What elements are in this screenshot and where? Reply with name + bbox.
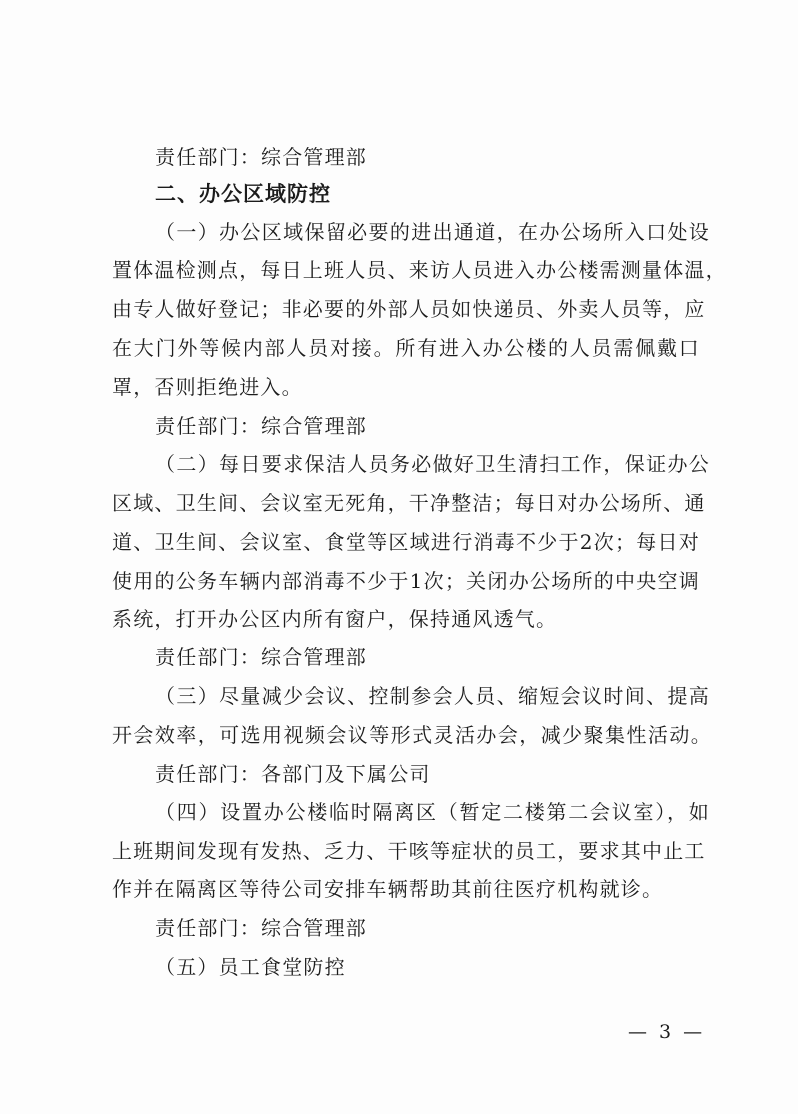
responsible-dept-line: 责任部门：综合管理部 (155, 916, 367, 940)
paragraph-line: 使用的公务车辆内部消毒不少于1次；关闭办公场所的中央空调 (112, 569, 700, 593)
paragraph-line: （四）设置办公楼临时隔离区（暂定二楼第二会议室），如 (155, 800, 710, 824)
paragraph-line: （二）每日要求保洁人员务必做好卫生清扫工作，保证办公 (155, 452, 710, 476)
paragraph-line: 由专人做好登记；非必要的外部人员如快递员、外卖人员等，应 (112, 297, 706, 321)
subsection-heading-canteen: （五）员工食堂防控 (155, 955, 346, 979)
responsible-dept-line: 责任部门：综合管理部 (155, 645, 367, 669)
paragraph-line: （三）尽量减少会议、控制参会人员、缩短会议时间、提高 (155, 684, 710, 708)
paragraph-line: 置体温检测点，每日上班人员、来访人员进入办公楼需测量体温， (112, 258, 727, 282)
paragraph-line: 开会效率，可选用视频会议等形式灵活办会，减少聚集性活动。 (112, 723, 712, 747)
paragraph-line: 上班期间发现有发热、乏力、干咳等症状的员工，要求其中止工 (112, 839, 706, 863)
page-number: — 3 — (628, 1021, 706, 1043)
paragraph-line: 道、卫生间、会议室、食堂等区域进行消毒不少于2次；每日对 (112, 530, 700, 554)
paragraph-line: 系统，打开办公区内所有窗户，保持通风透气。 (112, 607, 558, 631)
paragraph-line: 区域、卫生间、会议室无死角，干净整洁；每日对办公场所、通 (112, 491, 706, 515)
section-heading-office-area: 二、办公区域防控 (155, 182, 331, 206)
paragraph-line: 作并在隔离区等待公司安排车辆帮助其前往医疗机构就诊。 (112, 877, 664, 901)
responsible-dept-line: 责任部门：综合管理部 (155, 414, 367, 438)
responsible-dept-line: 责任部门：综合管理部 (155, 145, 367, 169)
paragraph-line: 罩，否则拒绝进入。 (112, 375, 303, 399)
paragraph-line: （一）办公区域保留必要的进出通道，在办公场所入口处设 (155, 220, 710, 244)
paragraph-line: 在大门外等候内部人员对接。所有进入办公楼的人员需佩戴口 (112, 336, 700, 360)
responsible-dept-line: 责任部门：各部门及下属公司 (155, 762, 431, 786)
